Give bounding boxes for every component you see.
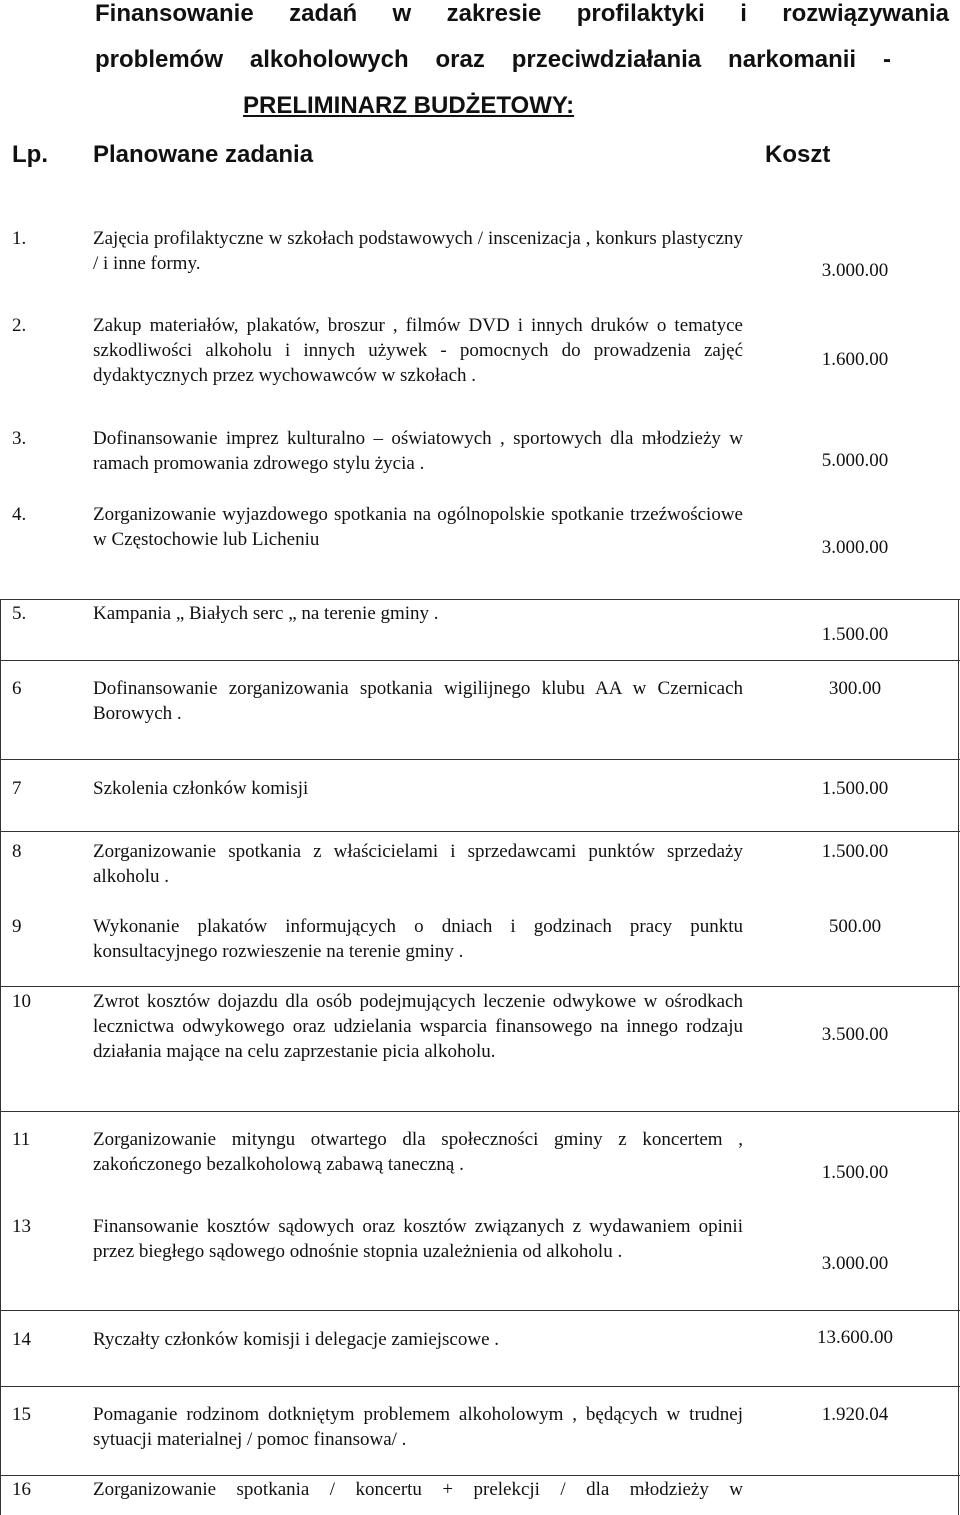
row-cost: 3.000.00 xyxy=(821,260,889,281)
row-cost: 1.500.00 xyxy=(821,841,889,862)
row-number: 7 xyxy=(12,778,22,799)
row-description: Zorganizowanie spotkania z właścicielami i sprzedawcami punktów sprzedaży alkoholu . xyxy=(93,841,743,887)
row-number: 1. xyxy=(12,228,27,249)
row-cost: 3.000.00 xyxy=(821,1253,889,1274)
row-description: Pomaganie rodzinom dotkniętym problemem alkoholowym , będących w trudnej sytuacji materialnej / pomoc finansowa/ . xyxy=(93,1404,743,1450)
row-cost: 1.500.00 xyxy=(821,624,889,645)
row-description: Dofinansowanie zorganizowania spotkania wigilijnego klubu AA w Czernicach Borowych . xyxy=(93,678,743,724)
table-rule xyxy=(0,1386,960,1387)
row-description: Zorganizowanie wyjazdowego spotkania na ogólnopolskie spotkanie trzeźwościowe w Częstochowie lub Licheniu xyxy=(93,504,743,550)
row-description: Wykonanie plakatów informujących o dniach i godzinach pracy punktu konsultacyjnego rozwieszenie na terenie gminy . xyxy=(93,916,743,962)
row-cost: 3.500.00 xyxy=(821,1024,889,1045)
document-title-line-2: problemów alkoholowych oraz przeciwdziałania narkomanii - xyxy=(95,46,891,73)
row-cost: 1.920.04 xyxy=(821,1404,889,1425)
row-description: Finansowanie kosztów sądowych oraz kosztów związanych z wydawaniem opinii przez biegłego sądowego odnośnie stopnia uzależnienia od alkoholu . xyxy=(93,1216,743,1262)
table-border-left xyxy=(0,599,1,1515)
row-cost: 1.600.00 xyxy=(821,349,889,370)
table-rule xyxy=(0,599,960,600)
row-description: Szkolenia członków komisji xyxy=(93,778,309,799)
row-cost: 1.500.00 xyxy=(821,778,889,799)
row-number: 4. xyxy=(12,504,27,525)
row-description: Zwrot kosztów dojazdu dla osób podejmujących leczenie odwykowe w ośrodkach lecznictwa odwykowego oraz udzielania wsparcia finansowego na innego rodzaju działania mające na celu zaprzestanie picia alkoholu. xyxy=(93,991,743,1062)
column-header-tasks: Planowane zadania xyxy=(93,141,314,168)
row-description: Zorganizowanie spotkania / koncertu + prelekcji / dla młodzieży w xyxy=(93,1479,743,1500)
row-number: 10 xyxy=(12,991,31,1012)
row-number: 8 xyxy=(12,841,22,862)
row-number: 14 xyxy=(12,1329,31,1350)
row-description: Zorganizowanie mityngu otwartego dla społeczności gminy z koncertem , zakończonego bezalkoholową zabawą taneczną . xyxy=(93,1129,743,1175)
row-number: 9 xyxy=(12,916,22,937)
table-rule xyxy=(0,1475,960,1476)
row-number: 15 xyxy=(12,1404,31,1425)
row-description: Ryczałty członków komisji i delegacje zamiejscowe . xyxy=(93,1329,500,1350)
column-header-cost: Koszt xyxy=(765,141,831,168)
table-rule xyxy=(0,759,960,760)
row-number: 3. xyxy=(12,428,27,449)
table-rule xyxy=(0,831,960,832)
table-rule xyxy=(0,1310,960,1311)
table-rule xyxy=(0,986,960,987)
row-number: 2. xyxy=(12,315,27,336)
row-cost: 500.00 xyxy=(828,916,882,937)
row-cost: 5.000.00 xyxy=(821,450,889,471)
row-cost: 13.600.00 xyxy=(817,1327,893,1348)
row-cost: 300.00 xyxy=(828,678,882,699)
column-header-lp: Lp. xyxy=(12,141,48,168)
row-number: 11 xyxy=(12,1129,31,1150)
document-title-line-3: PRELIMINARZ BUDŻETOWY: xyxy=(243,92,575,119)
row-cost: 1.500.00 xyxy=(821,1162,889,1183)
row-cost: 3.000.00 xyxy=(821,537,889,558)
row-description: Zakup materiałów, plakatów, broszur , filmów DVD i innych druków o tematyce szkodliwości alkoholu i innych używek - pomocnych do prowadzenia zajęć dydaktycznych przez wychowawców w szkołach . xyxy=(93,315,743,386)
row-number: 13 xyxy=(12,1216,31,1237)
row-description: Dofinansowanie imprez kulturalno – oświatowych , sportowych dla młodzieży w ramach promowania zdrowego stylu życia . xyxy=(93,428,743,474)
document-title-line-1: Finansowanie zadań w zakresie profilaktyki i rozwiązywania xyxy=(95,0,949,27)
row-description: Zajęcia profilaktyczne w szkołach podstawowych / inscenizacja , konkurs plastyczny / i inne formy. xyxy=(93,228,743,274)
table-rule xyxy=(0,1111,960,1112)
row-number: 16 xyxy=(12,1479,31,1500)
table-rule xyxy=(0,660,960,661)
row-number: 5. xyxy=(12,603,27,624)
row-description: Kampania „ Białych serc „ na terenie gminy . xyxy=(93,603,439,624)
row-number: 6 xyxy=(12,678,22,699)
table-border-right xyxy=(958,599,959,1515)
